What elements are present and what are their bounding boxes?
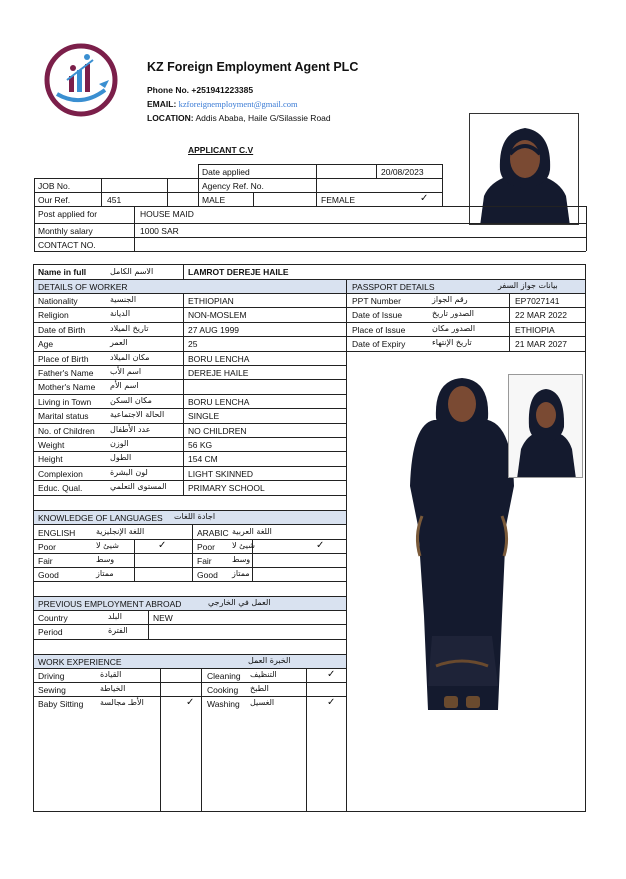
passport-title: PASSPORT DETAILS xyxy=(352,282,435,292)
arabic-level-check: ✓ xyxy=(316,540,325,551)
detail-label: Living in Town xyxy=(38,396,92,407)
company-logo xyxy=(43,42,119,118)
skill-label-ar: الخياطة xyxy=(100,684,126,693)
detail-value: PRIMARY SCHOOL xyxy=(188,483,265,494)
detail-value: NON-MOSLEM xyxy=(188,310,247,321)
country-label-ar: البلد xyxy=(108,612,122,621)
detail-label-ar: الوزن xyxy=(110,439,129,448)
english-level-check: ✓ xyxy=(158,540,167,551)
post-applied-label: Post applied for xyxy=(38,209,98,219)
detail-label-ar: اسم الأب xyxy=(110,367,142,376)
detail-value: 154 CM xyxy=(188,454,218,465)
details-title: DETAILS OF WORKER xyxy=(38,282,128,292)
detail-label-ar: الطول xyxy=(110,453,132,463)
passport-value: EP7027141 xyxy=(515,296,560,306)
arabic-level-label: Good xyxy=(197,570,218,580)
our-ref-label: Our Ref. xyxy=(38,195,71,205)
english-header: ENGLISH xyxy=(38,528,76,538)
passport-label: Date of Issue xyxy=(352,310,403,321)
date-applied-value: 20/08/2023 xyxy=(381,167,424,177)
detail-label: Mother's Name xyxy=(38,382,96,393)
detail-label: Nationality xyxy=(38,296,78,306)
passport-photo xyxy=(469,113,579,225)
female-checkmark: ✓ xyxy=(420,193,429,204)
english-level-label-ar: شيئ لا xyxy=(96,541,119,550)
skill-label-ar: الأطـ مجالسة xyxy=(100,698,144,707)
arabic-level-label: Poor xyxy=(197,542,215,552)
phone-value: +251941223385 xyxy=(191,85,254,95)
skill-label: Baby Sitting xyxy=(38,699,84,709)
previous-title-ar: العمل في الخارجي xyxy=(208,598,271,607)
passport-title-ar: بيانات جواز السفر xyxy=(498,281,558,290)
passport-label-ar: تاريخ الإنتهاء xyxy=(432,338,472,348)
monthly-salary-label: Monthly salary xyxy=(38,226,93,236)
skill-label: Sewing xyxy=(38,685,66,695)
languages-title-ar: اجادة اللغات xyxy=(174,512,216,521)
passport-label-ar: رقم الجواز xyxy=(432,295,468,304)
period-label-ar: الفترة xyxy=(108,626,128,635)
english-level-label: Poor xyxy=(38,542,56,552)
passport-label: PPT Number xyxy=(352,296,401,306)
name-label-ar: الاسم الكامل xyxy=(110,267,154,276)
english-level-label-ar: وسط xyxy=(96,555,115,564)
skill-label: Cooking xyxy=(207,685,239,695)
english-header-ar: اللغة الإنجليزية xyxy=(96,527,145,536)
passport-label-ar: الصدور مكان xyxy=(432,323,476,333)
detail-label: Height xyxy=(38,454,63,465)
date-applied-label: Date applied xyxy=(202,167,250,177)
location-label: LOCATION: xyxy=(147,113,194,123)
detail-label: Age xyxy=(38,339,54,350)
email-label: EMAIL: xyxy=(147,99,177,109)
skill-label-ar: الطبخ xyxy=(250,684,269,693)
english-level-label: Fair xyxy=(38,556,53,566)
skill-check: ✓ xyxy=(327,697,336,708)
detail-value: 25 xyxy=(188,339,198,350)
detail-label-ar: الديانة xyxy=(110,309,131,319)
email-link[interactable]: kzforeignemployment@gmail.com xyxy=(178,99,298,109)
post-applied-value: HOUSE MAID xyxy=(140,209,194,219)
period-label: Period xyxy=(38,627,63,637)
arabic-level-label-ar: ممتاز xyxy=(232,569,250,578)
country-value: NEW xyxy=(153,613,173,623)
english-level-label-ar: ممتاز xyxy=(96,569,114,578)
detail-label: Religion xyxy=(38,310,69,321)
detail-label-ar: تاريخ الميلاد xyxy=(110,323,149,333)
side-photo xyxy=(508,374,583,478)
detail-value: LIGHT SKINNED xyxy=(188,468,254,479)
detail-label-ar: مكان السكن xyxy=(110,395,152,405)
detail-label-ar: المستوى التعلمي xyxy=(110,482,167,492)
detail-label: Place of Birth xyxy=(38,353,89,364)
skill-label: Washing xyxy=(207,699,240,709)
detail-label-ar: مكان الميلاد xyxy=(110,352,150,362)
detail-label: No. of Children xyxy=(38,425,95,436)
arabic-level-label-ar: شيئ لا xyxy=(232,541,255,550)
detail-label-ar: اسم الأم xyxy=(110,381,139,391)
monthly-salary-value: 1000 SAR xyxy=(140,226,179,236)
company-location xyxy=(147,114,331,123)
english-level-label: Good xyxy=(38,570,59,580)
name-label: Name in full xyxy=(38,267,87,277)
agency-ref-label: Agency Ref. No. xyxy=(202,181,264,191)
detail-value: NO CHILDREN xyxy=(188,425,247,436)
detail-label: Marital status xyxy=(38,411,89,422)
detail-value: BORU LENCHA xyxy=(188,396,250,407)
detail-value: 56 KG xyxy=(188,440,213,450)
detail-label: Weight xyxy=(38,440,65,450)
passport-label: Date of Expiry xyxy=(352,339,406,350)
detail-value: DEREJE HAILE xyxy=(188,368,249,378)
male-label: MALE xyxy=(202,195,226,205)
contact-no-label: CONTACT NO. xyxy=(38,240,96,250)
passport-value: ETHIOPIA xyxy=(515,324,555,335)
detail-label-ar: الجنسية xyxy=(110,295,137,304)
female-label: FEMALE xyxy=(321,195,356,205)
our-ref-value: 451 xyxy=(107,195,122,205)
detail-label-ar: الحالة الاجتماعية xyxy=(110,410,165,420)
detail-value: SINGLE xyxy=(188,411,220,422)
detail-label-ar: العمر xyxy=(110,338,128,348)
skill-label: Driving xyxy=(38,671,65,681)
document-title: APPLICANT C.V xyxy=(188,145,254,155)
arabic-header-ar: اللغة العربية xyxy=(232,527,272,536)
detail-label: Date of Birth xyxy=(38,324,86,335)
detail-label: Educ. Qual. xyxy=(38,483,83,494)
skill-label-ar: القيادة xyxy=(100,670,122,679)
experience-title-ar: الخبرة العمل xyxy=(248,656,291,665)
skill-label-ar: الغسيل xyxy=(250,698,275,707)
detail-label-ar: عدد الأطفال xyxy=(110,424,151,434)
languages-title: KNOWLEDGE OF LANGUAGES xyxy=(38,513,163,523)
skill-check: ✓ xyxy=(186,697,195,708)
detail-value: 27 AUG 1999 xyxy=(188,324,240,335)
arabic-level-label: Fair xyxy=(197,556,212,566)
detail-label-ar: لون البشرة xyxy=(110,467,148,477)
name-value: LAMROT DEREJE HAILE xyxy=(188,267,289,277)
country-label: Country xyxy=(38,613,68,623)
company-phone xyxy=(147,86,253,95)
arabic-level-label-ar: وسط xyxy=(232,555,251,564)
passport-value: 21 MAR 2027 xyxy=(515,339,567,350)
detail-label: Father's Name xyxy=(38,368,94,378)
company-email xyxy=(147,100,298,109)
company-name: KZ Foreign Employment Agent PLC xyxy=(147,60,359,74)
location-value: Addis Ababa, Haile G/Silassie Road xyxy=(195,113,331,123)
skill-check: ✓ xyxy=(327,669,336,680)
arabic-header: ARABIC xyxy=(197,528,229,538)
previous-title: PREVIOUS EMPLOYMENT ABROAD xyxy=(38,599,182,609)
detail-label: Complexion xyxy=(38,468,83,479)
skill-label-ar: التنظيف xyxy=(250,670,277,679)
experience-title: WORK EXPERIENCE xyxy=(38,657,122,667)
job-no-label: JOB No. xyxy=(38,181,71,191)
skill-label: Cleaning xyxy=(207,671,241,681)
detail-value: BORU LENCHA xyxy=(188,353,250,364)
detail-value: ETHIOPIAN xyxy=(188,296,234,306)
passport-label-ar: الصدور تاريخ xyxy=(432,309,474,319)
passport-value: 22 MAR 2022 xyxy=(515,310,567,321)
passport-label: Place of Issue xyxy=(352,324,406,335)
phone-label: Phone No. xyxy=(147,85,190,95)
